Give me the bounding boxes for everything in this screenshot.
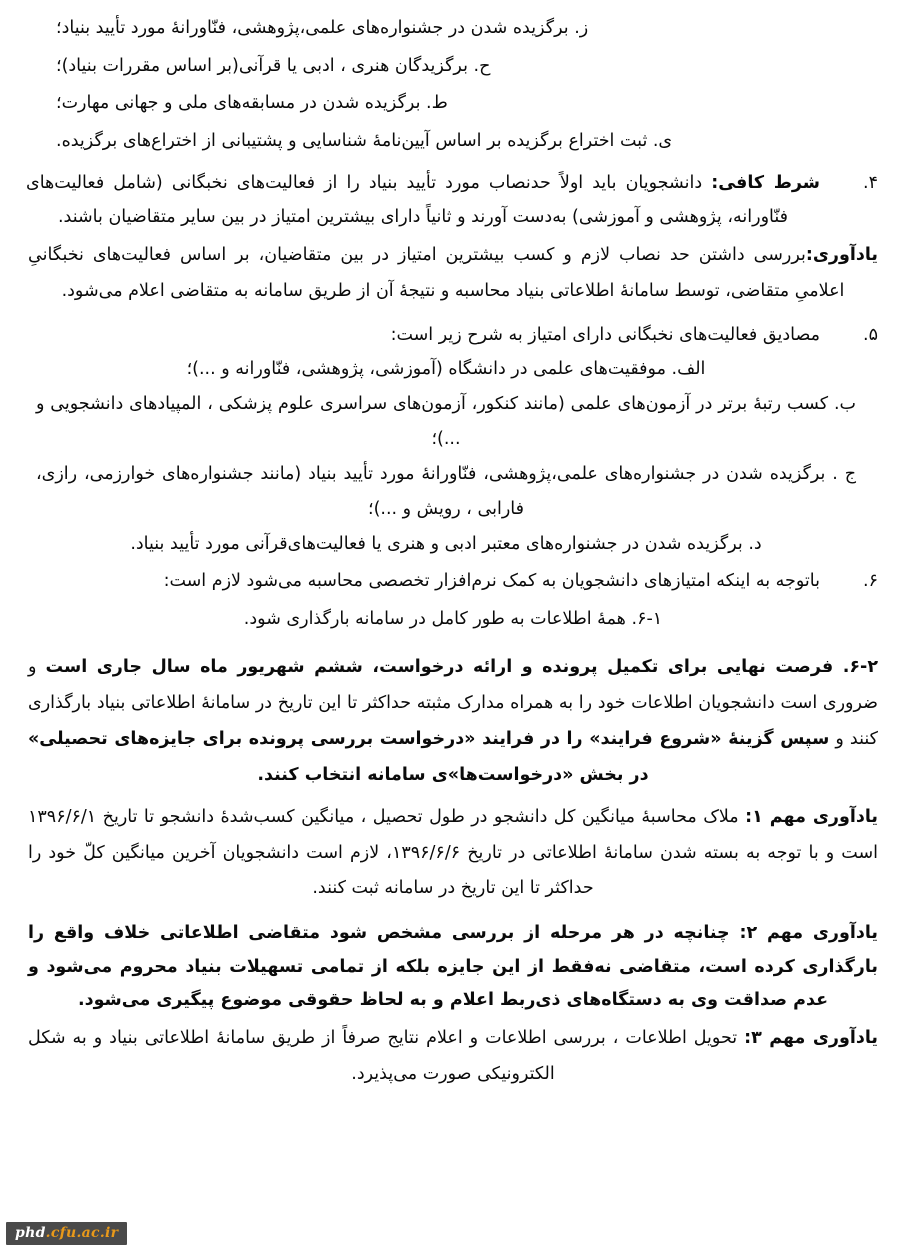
subitem-6-2-mid: و ضروری است دانشجویان اطلاعات خود را به همراه مدارک مثبته حداکثر تا این تاریخ در سامانۀ اطلاعاتی بنیاد بارگذاری کنند و [28, 657, 879, 749]
important-note-3-lead: یادآوری مهم ۳: [744, 1028, 878, 1048]
important-note-2-lead: یادآوری مهم ۲: [739, 923, 878, 944]
list-item-4-body [26, 166, 820, 234]
clause-he: ح. برگزیدگان هنری ، ادبی یا قرآنی(بر اساس مقررات بنیاد)؛ [56, 55, 491, 76]
subitem-alef: الف. موفقیت‌های علمی در دانشگاه (آموزشی، پژوهشی، فنّاورانه و ...)؛ [186, 359, 706, 380]
subitem-6-2 [18, 650, 882, 794]
important-note-1 [18, 800, 882, 908]
note-yadavari [18, 238, 882, 310]
clause-ta: ط. برگزیده شدن در مسابقه‌های ملی و جهانی مهارت؛ [56, 93, 448, 113]
watermark-badge [6, 1222, 127, 1245]
list-item-5 [18, 318, 882, 352]
important-note-1-text: ملاک محاسبۀ میانگین کل دانشجو در طول تحصیل ، میانگین کسب‌شدۀ دانشجو تا تاریخ ۱۳۹۶/۶/۱ است و با توجه به بسته شدن سامانۀ اطلاعاتی در تاریخ ۱۳۹۶/۶/۶، لازم است دانشجویان آخرین میانگین کلّ خود را حداکثر تا این تاریخ در سامانه ثبت کنند. [28, 806, 878, 899]
subitem-6-2-bold-tail: سپس گزینۀ «شروع فرایند» را در فرایند «درخواست بررسی پرونده برای جایزه‌های تحصیلی» در بخش «درخواست‌ها»ی سامانه انتخاب کنند. [28, 728, 830, 785]
clause-ze: ز. برگزیده شدن در جشنواره‌های علمی،پژوهشی، فنّاورانۀ مورد تأیید بنیاد؛ [56, 18, 589, 38]
important-note-3-text: تحویل اطلاعات ، بررسی اطلاعات و اعلام نتایج صرفاً از طریق سامانۀ اطلاعاتی بنیاد و به شکل الکترونیکی صورت می‌پذیرد. [28, 1028, 745, 1084]
list-item-5-marker: ۵. [863, 325, 878, 345]
list-item-6-marker: ۶. [863, 571, 878, 592]
subitem-6-2-marker: ۶-۲. [842, 657, 879, 678]
subitem-dal: د. برگزیده شدن در جشنواره‌های معتبر ادبی و هنری یا فعالیت‌های‌قرآنی مورد تأیید بنیاد. [130, 534, 762, 555]
subitem-be: ب. کسب رتبۀ برتر در آزمون‌های علمی (مانند کنکور، آزمون‌های سراسری علوم پزشکی ، المپیادهای دانشجویی و ...)؛ [36, 394, 856, 450]
list-item-4-marker: ۴. [863, 173, 878, 193]
list-item-4-text: دانشجویان باید اولاً حدنصاب مورد تأیید بنیاد را از فعالیت‌های نخبگانی (شامل فعالیت‌های فنّاورانه، پژوهشی و آموزشی) به‌دست آورند و ثانیاً دارای بیشترین امتیاز در بین سایر متقاضیان باشند. [26, 173, 789, 228]
subitem-6-2-bold-lead: فرصت نهایی برای تکمیل پرونده و ارائه درخواست، ششم شهریور ماه سال جاری است [45, 657, 843, 678]
important-note-2-text: چنانچه در هر مرحله از بررسی مشخص شود متقاضی اطلاعاتی خلاف واقع را بارگذاری کرده است، متقاضی نه‌فقط از این جایزه بلکه از تمامی تسهیلات بنیاد محروم می‌شود و عدم صداقت وی به دستگاه‌های ذی‌ربط اعلام و به لحاظ حقوقی موضوع پیگیری می‌شود. [28, 923, 878, 1010]
important-note-2 [18, 917, 882, 1017]
list-item-6 [18, 564, 882, 598]
watermark-text-primary: phd [15, 1225, 46, 1241]
list-item-4-lead: شرط کافی: [711, 173, 821, 193]
list-item-6-text: باتوجه به اینکه امتیازهای دانشجویان به کمک نرم‌افزار تخصصی محاسبه می‌شود لازم است: [163, 571, 820, 592]
subitem-6-1 [18, 602, 882, 638]
list-item-4 [18, 166, 882, 234]
clause-ye: ی. ثبت اختراع برگزیده بر اساس آیین‌نامۀ شناسایی و پشتیبانی از اختراع‌های برگزیده. [56, 130, 673, 151]
subitem-6-1-text: همۀ اطلاعات به طور کامل در سامانه بارگذاری شود. [243, 609, 632, 630]
important-note-3 [18, 1021, 882, 1093]
note-yadavari-lead: یادآوری: [805, 245, 878, 266]
subitem-jim: ج . برگزیده شدن در جشنواره‌های علمی،پژوهشی، فنّاورانۀ مورد تأیید بنیاد (مانند جشنواره‌های خوارزمی، رازی، فارابی ، رویش و ...)؛ [36, 464, 856, 520]
watermark-text-domain: .cfu.ac.ir [45, 1225, 119, 1241]
important-note-1-lead: یادآوری مهم ۱: [745, 806, 878, 827]
list-item-5-text: مصادیق فعالیت‌های نخبگانی دارای امتیاز به شرح زیر است: [390, 325, 820, 345]
note-yadavari-text: بررسی داشتن حد نصاب لازم و کسب بیشترین امتیاز در بین متقاضیان، بر اساس فعالیت‌های نخبگانیِ اعلامیِ متقاضی، توسط سامانۀ اطلاعاتی بنیاد محاسبه و نتیجۀ آن از طریق سامانه به متقاضی اعلام می‌شود. [28, 245, 845, 302]
subitem-6-1-marker: ۶-۱. [631, 609, 663, 630]
